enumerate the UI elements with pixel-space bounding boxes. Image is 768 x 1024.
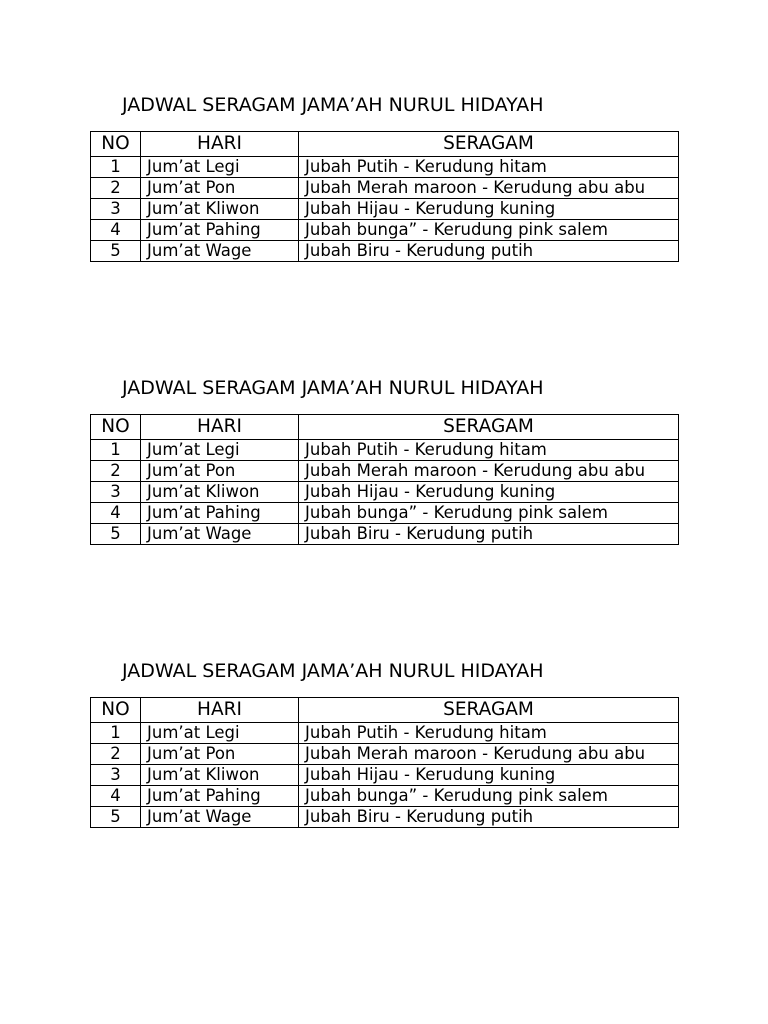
cell-no: 5 [91, 524, 141, 545]
table-row [91, 765, 679, 786]
cell-seragam: Jubah bunga” - Kerudung pink salem [299, 220, 679, 241]
cell-seragam: Jubah Merah maroon - Kerudung abu abu [299, 461, 679, 482]
table-row [91, 157, 679, 178]
cell-no: 1 [91, 157, 141, 178]
column-header-hari: HARI [141, 132, 299, 157]
cell-hari: Jum’at Wage [141, 524, 299, 545]
cell-seragam: Jubah Merah maroon - Kerudung abu abu [299, 744, 679, 765]
cell-hari: Jum’at Pahing [141, 786, 299, 807]
schedule-table [90, 131, 679, 262]
cell-hari: Jum’at Pahing [141, 503, 299, 524]
column-header-seragam: SERAGAM [299, 415, 679, 440]
table-row [91, 178, 679, 199]
cell-seragam: Jubah Biru - Kerudung putih [299, 241, 679, 262]
cell-seragam: Jubah Putih - Kerudung hitam [299, 723, 679, 744]
cell-seragam: Jubah Hijau - Kerudung kuning [299, 199, 679, 220]
cell-seragam: Jubah Putih - Kerudung hitam [299, 157, 679, 178]
cell-hari: Jum’at Kliwon [141, 482, 299, 503]
cell-no: 5 [91, 241, 141, 262]
cell-seragam: Jubah Hijau - Kerudung kuning [299, 482, 679, 503]
table-row [91, 744, 679, 765]
cell-hari: Jum’at Wage [141, 241, 299, 262]
cell-seragam: Jubah bunga” - Kerudung pink salem [299, 503, 679, 524]
cell-no: 5 [91, 807, 141, 828]
schedule-title: JADWAL SERAGAM JAMA’AH NURUL HIDAYAH [122, 377, 544, 399]
table-row [91, 440, 679, 461]
column-header-no: NO [91, 415, 141, 440]
cell-no: 3 [91, 199, 141, 220]
schedule-table [90, 697, 679, 828]
cell-hari: Jum’at Pon [141, 744, 299, 765]
cell-hari: Jum’at Pon [141, 461, 299, 482]
cell-seragam: Jubah Biru - Kerudung putih [299, 524, 679, 545]
table-row [91, 807, 679, 828]
table-header-row [91, 415, 679, 440]
table-row [91, 786, 679, 807]
cell-no: 3 [91, 765, 141, 786]
table-row [91, 503, 679, 524]
cell-hari: Jum’at Legi [141, 157, 299, 178]
table-row [91, 461, 679, 482]
table-row [91, 723, 679, 744]
cell-hari: Jum’at Kliwon [141, 765, 299, 786]
table-row [91, 482, 679, 503]
schedule-title: JADWAL SERAGAM JAMA’AH NURUL HIDAYAH [122, 660, 544, 682]
cell-no: 2 [91, 461, 141, 482]
cell-no: 2 [91, 744, 141, 765]
table-header-row [91, 698, 679, 723]
cell-hari: Jum’at Kliwon [141, 199, 299, 220]
cell-hari: Jum’at Pahing [141, 220, 299, 241]
cell-no: 3 [91, 482, 141, 503]
cell-hari: Jum’at Legi [141, 440, 299, 461]
table-row [91, 241, 679, 262]
cell-no: 1 [91, 723, 141, 744]
cell-hari: Jum’at Pon [141, 178, 299, 199]
table-header-row [91, 132, 679, 157]
column-header-no: NO [91, 132, 141, 157]
cell-no: 2 [91, 178, 141, 199]
table-row [91, 524, 679, 545]
cell-no: 4 [91, 220, 141, 241]
schedule-table [90, 414, 679, 545]
cell-seragam: Jubah Biru - Kerudung putih [299, 807, 679, 828]
cell-hari: Jum’at Legi [141, 723, 299, 744]
cell-seragam: Jubah bunga” - Kerudung pink salem [299, 786, 679, 807]
column-header-seragam: SERAGAM [299, 698, 679, 723]
cell-seragam: Jubah Putih - Kerudung hitam [299, 440, 679, 461]
table-row [91, 199, 679, 220]
cell-hari: Jum’at Wage [141, 807, 299, 828]
table-row [91, 220, 679, 241]
column-header-hari: HARI [141, 415, 299, 440]
cell-no: 1 [91, 440, 141, 461]
column-header-seragam: SERAGAM [299, 132, 679, 157]
cell-seragam: Jubah Merah maroon - Kerudung abu abu [299, 178, 679, 199]
schedule-title: JADWAL SERAGAM JAMA’AH NURUL HIDAYAH [122, 94, 544, 116]
cell-no: 4 [91, 503, 141, 524]
cell-seragam: Jubah Hijau - Kerudung kuning [299, 765, 679, 786]
cell-no: 4 [91, 786, 141, 807]
column-header-no: NO [91, 698, 141, 723]
column-header-hari: HARI [141, 698, 299, 723]
